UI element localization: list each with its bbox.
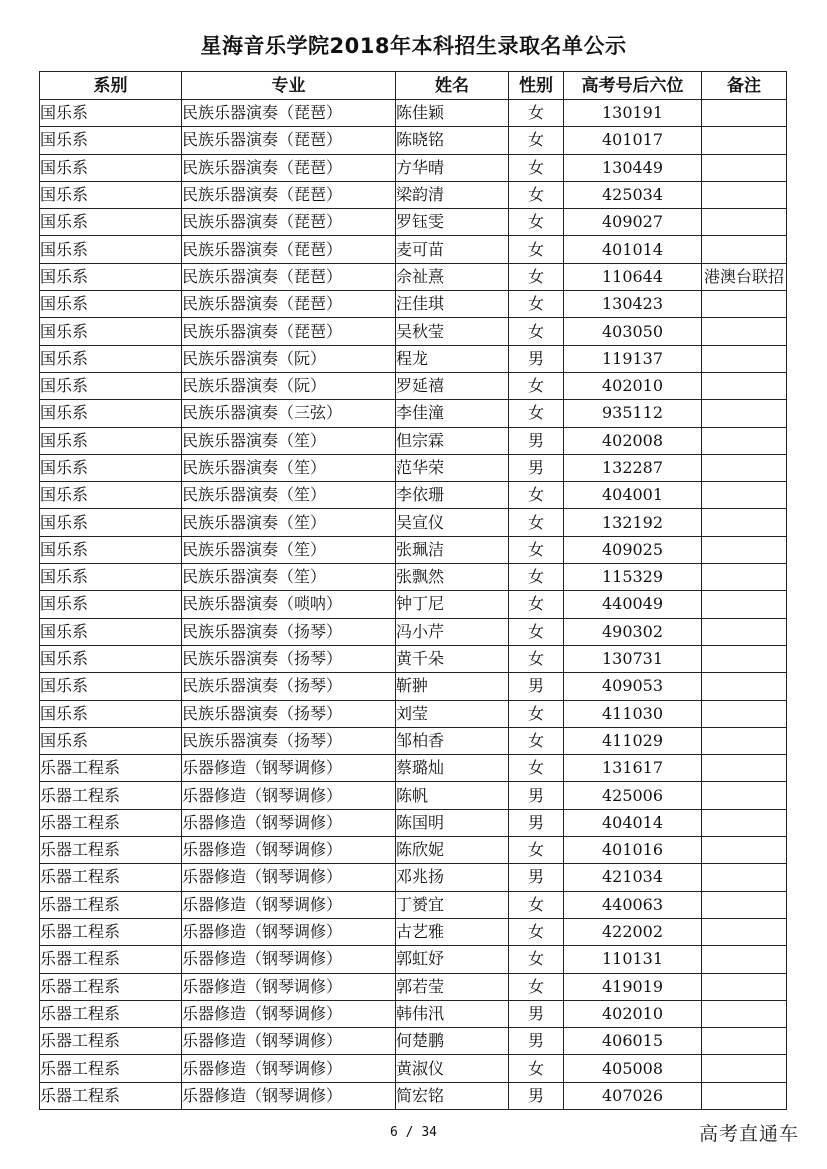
cell-name: 罗钰雯 (396, 209, 509, 236)
cell-gender: 男 (509, 427, 564, 454)
cell-gender: 女 (509, 891, 564, 918)
cell-exam-id: 409053 (564, 673, 702, 700)
cell-name: 但宗霖 (396, 427, 509, 454)
cell-exam-id: 411030 (564, 700, 702, 727)
cell-major: 乐器修造（钢琴调修） (182, 946, 396, 973)
cell-note (702, 318, 787, 345)
cell-note (702, 482, 787, 509)
cell-name: 麦可苗 (396, 236, 509, 263)
cell-dept: 乐器工程系 (40, 1000, 182, 1027)
cell-gender: 男 (509, 782, 564, 809)
cell-exam-id: 935112 (564, 400, 702, 427)
cell-name: 蔡璐灿 (396, 755, 509, 782)
table-row (40, 946, 787, 973)
cell-gender: 男 (509, 1000, 564, 1027)
cell-gender: 女 (509, 946, 564, 973)
cell-note (702, 782, 787, 809)
cell-note (702, 618, 787, 645)
cell-exam-id: 407026 (564, 1082, 702, 1109)
cell-dept: 国乐系 (40, 509, 182, 536)
cell-dept: 国乐系 (40, 372, 182, 399)
cell-note (702, 127, 787, 154)
cell-name: 丁赟宜 (396, 891, 509, 918)
table-row (40, 645, 787, 672)
cell-major: 民族乐器演奏（琵琶） (182, 100, 396, 127)
table-row (40, 618, 787, 645)
cell-dept: 乐器工程系 (40, 946, 182, 973)
table-row (40, 864, 787, 891)
table-row (40, 1028, 787, 1055)
cell-exam-id: 401016 (564, 837, 702, 864)
cell-dept: 国乐系 (40, 345, 182, 372)
cell-exam-id: 422002 (564, 918, 702, 945)
cell-note (702, 645, 787, 672)
table-row (40, 400, 787, 427)
cell-name: 罗延禧 (396, 372, 509, 399)
cell-exam-id: 402010 (564, 1000, 702, 1027)
table-row (40, 427, 787, 454)
cell-dept: 乐器工程系 (40, 918, 182, 945)
cell-exam-id: 440063 (564, 891, 702, 918)
cell-note (702, 809, 787, 836)
cell-gender: 女 (509, 482, 564, 509)
cell-note (702, 345, 787, 372)
cell-name: 陈国明 (396, 809, 509, 836)
cell-dept: 国乐系 (40, 236, 182, 263)
cell-exam-id: 402008 (564, 427, 702, 454)
cell-dept: 乐器工程系 (40, 973, 182, 1000)
table-row (40, 891, 787, 918)
cell-note (702, 154, 787, 181)
table-row (40, 755, 787, 782)
cell-gender: 男 (509, 864, 564, 891)
cell-note (702, 291, 787, 318)
cell-major: 民族乐器演奏（琵琶） (182, 318, 396, 345)
cell-major: 民族乐器演奏（三弦） (182, 400, 396, 427)
watermark: 高考直通车 (698, 1123, 799, 1145)
cell-major: 民族乐器演奏（笙） (182, 536, 396, 563)
cell-dept: 国乐系 (40, 154, 182, 181)
cell-exam-id: 402010 (564, 372, 702, 399)
cell-gender: 女 (509, 181, 564, 208)
cell-gender: 女 (509, 837, 564, 864)
cell-dept: 国乐系 (40, 591, 182, 618)
cell-dept: 国乐系 (40, 427, 182, 454)
cell-dept: 乐器工程系 (40, 891, 182, 918)
cell-note (702, 400, 787, 427)
cell-gender: 女 (509, 100, 564, 127)
cell-exam-id: 131617 (564, 755, 702, 782)
cell-name: 梁韵清 (396, 181, 509, 208)
cell-major: 乐器修造（钢琴调修） (182, 1082, 396, 1109)
cell-note (702, 837, 787, 864)
table-row (40, 509, 787, 536)
table-row (40, 837, 787, 864)
cell-exam-id: 403050 (564, 318, 702, 345)
cell-note (702, 1055, 787, 1082)
table-row (40, 1082, 787, 1109)
cell-name: 吴秋莹 (396, 318, 509, 345)
table-row (40, 318, 787, 345)
cell-gender: 女 (509, 127, 564, 154)
header-exam-id: 高考号后六位 (564, 72, 702, 100)
cell-gender: 男 (509, 673, 564, 700)
header-dept: 系别 (40, 72, 182, 100)
cell-exam-id: 425034 (564, 181, 702, 208)
cell-exam-id: 130191 (564, 100, 702, 127)
header-note: 备注 (702, 72, 787, 100)
cell-dept: 国乐系 (40, 181, 182, 208)
cell-dept: 国乐系 (40, 536, 182, 563)
cell-note (702, 864, 787, 891)
cell-exam-id: 419019 (564, 973, 702, 1000)
cell-gender: 女 (509, 209, 564, 236)
cell-dept: 国乐系 (40, 318, 182, 345)
page-indicator: 6 / 34 (390, 1125, 437, 1140)
cell-dept: 国乐系 (40, 673, 182, 700)
cell-note (702, 891, 787, 918)
table-row (40, 372, 787, 399)
cell-exam-id: 401014 (564, 236, 702, 263)
document-title: 星海音乐学院2018年本科招生录取名单公示 (200, 34, 627, 58)
cell-name: 郭虹妤 (396, 946, 509, 973)
cell-exam-id: 119137 (564, 345, 702, 372)
cell-major: 乐器修造（钢琴调修） (182, 973, 396, 1000)
header-name: 姓名 (396, 72, 509, 100)
header-major: 专业 (182, 72, 396, 100)
cell-major: 民族乐器演奏（琵琶） (182, 236, 396, 263)
cell-name: 古艺雅 (396, 918, 509, 945)
cell-gender: 女 (509, 263, 564, 290)
cell-name: 陈佳颖 (396, 100, 509, 127)
cell-major: 民族乐器演奏（笙） (182, 454, 396, 481)
admission-table (39, 71, 787, 1110)
cell-gender: 女 (509, 372, 564, 399)
table-row (40, 591, 787, 618)
cell-exam-id: 404014 (564, 809, 702, 836)
cell-name: 汪佳琪 (396, 291, 509, 318)
cell-dept: 乐器工程系 (40, 782, 182, 809)
cell-major: 民族乐器演奏（琵琶） (182, 127, 396, 154)
cell-note (702, 1082, 787, 1109)
cell-note (702, 100, 787, 127)
cell-note (702, 236, 787, 263)
table-row (40, 1055, 787, 1082)
cell-dept: 乐器工程系 (40, 1082, 182, 1109)
table-row (40, 973, 787, 1000)
cell-gender: 女 (509, 755, 564, 782)
cell-major: 乐器修造（钢琴调修） (182, 809, 396, 836)
cell-name: 佘祉熹 (396, 263, 509, 290)
table-row (40, 782, 787, 809)
cell-exam-id: 130423 (564, 291, 702, 318)
cell-gender: 女 (509, 727, 564, 754)
cell-exam-id: 404001 (564, 482, 702, 509)
cell-gender: 女 (509, 618, 564, 645)
cell-note (702, 1028, 787, 1055)
cell-major: 民族乐器演奏（扬琴） (182, 618, 396, 645)
cell-gender: 男 (509, 1028, 564, 1055)
cell-note (702, 727, 787, 754)
header-gender: 性别 (509, 72, 564, 100)
cell-name: 韩伟汛 (396, 1000, 509, 1027)
table-row (40, 127, 787, 154)
cell-dept: 国乐系 (40, 618, 182, 645)
cell-name: 邓兆扬 (396, 864, 509, 891)
cell-major: 民族乐器演奏（琵琶） (182, 209, 396, 236)
table-row (40, 673, 787, 700)
cell-dept: 乐器工程系 (40, 1028, 182, 1055)
cell-exam-id: 440049 (564, 591, 702, 618)
cell-gender: 女 (509, 400, 564, 427)
cell-major: 民族乐器演奏（阮） (182, 345, 396, 372)
cell-gender: 女 (509, 700, 564, 727)
cell-dept: 乐器工程系 (40, 1055, 182, 1082)
cell-gender: 女 (509, 318, 564, 345)
cell-exam-id: 421034 (564, 864, 702, 891)
cell-gender: 女 (509, 509, 564, 536)
cell-name: 张珮洁 (396, 536, 509, 563)
cell-name: 李依珊 (396, 482, 509, 509)
cell-name: 简宏铭 (396, 1082, 509, 1109)
cell-note (702, 372, 787, 399)
cell-dept: 乐器工程系 (40, 864, 182, 891)
cell-major: 民族乐器演奏（琵琶） (182, 263, 396, 290)
cell-major: 乐器修造（钢琴调修） (182, 782, 396, 809)
cell-major: 乐器修造（钢琴调修） (182, 891, 396, 918)
table-row (40, 209, 787, 236)
cell-exam-id: 115329 (564, 564, 702, 591)
cell-major: 民族乐器演奏（扬琴） (182, 645, 396, 672)
cell-major: 民族乐器演奏（唢呐） (182, 591, 396, 618)
cell-dept: 国乐系 (40, 209, 182, 236)
cell-major: 乐器修造（钢琴调修） (182, 755, 396, 782)
cell-major: 民族乐器演奏（琵琶） (182, 291, 396, 318)
cell-name: 张飘然 (396, 564, 509, 591)
cell-name: 钟丁尼 (396, 591, 509, 618)
cell-gender: 女 (509, 591, 564, 618)
cell-note (702, 973, 787, 1000)
cell-major: 乐器修造（钢琴调修） (182, 1000, 396, 1027)
cell-gender: 男 (509, 1082, 564, 1109)
cell-major: 民族乐器演奏（琵琶） (182, 154, 396, 181)
cell-dept: 国乐系 (40, 263, 182, 290)
cell-note (702, 1000, 787, 1027)
cell-name: 郭若莹 (396, 973, 509, 1000)
cell-dept: 国乐系 (40, 100, 182, 127)
cell-gender: 女 (509, 236, 564, 263)
cell-major: 乐器修造（钢琴调修） (182, 864, 396, 891)
cell-gender: 女 (509, 536, 564, 563)
table-row (40, 154, 787, 181)
cell-name: 方华晴 (396, 154, 509, 181)
cell-dept: 国乐系 (40, 700, 182, 727)
cell-major: 乐器修造（钢琴调修） (182, 918, 396, 945)
cell-exam-id: 490302 (564, 618, 702, 645)
cell-dept: 乐器工程系 (40, 755, 182, 782)
cell-major: 民族乐器演奏（扬琴） (182, 700, 396, 727)
cell-dept: 国乐系 (40, 454, 182, 481)
table-row (40, 700, 787, 727)
cell-name: 陈帆 (396, 782, 509, 809)
cell-exam-id: 405008 (564, 1055, 702, 1082)
cell-gender: 男 (509, 809, 564, 836)
table-row (40, 291, 787, 318)
cell-exam-id: 110644 (564, 263, 702, 290)
cell-major: 乐器修造（钢琴调修） (182, 1055, 396, 1082)
cell-major: 乐器修造（钢琴调修） (182, 837, 396, 864)
cell-note (702, 181, 787, 208)
cell-name: 李佳潼 (396, 400, 509, 427)
cell-note (702, 209, 787, 236)
cell-note: 港澳台联招 (702, 263, 787, 290)
cell-major: 民族乐器演奏（笙） (182, 509, 396, 536)
cell-gender: 女 (509, 564, 564, 591)
table-row (40, 100, 787, 127)
cell-note (702, 700, 787, 727)
cell-gender: 男 (509, 454, 564, 481)
cell-dept: 国乐系 (40, 564, 182, 591)
cell-dept: 乐器工程系 (40, 809, 182, 836)
cell-major: 民族乐器演奏（笙） (182, 482, 396, 509)
cell-exam-id: 409027 (564, 209, 702, 236)
table-row (40, 1000, 787, 1027)
cell-name: 程龙 (396, 345, 509, 372)
cell-major: 乐器修造（钢琴调修） (182, 1028, 396, 1055)
cell-exam-id: 406015 (564, 1028, 702, 1055)
cell-gender: 女 (509, 291, 564, 318)
cell-gender: 女 (509, 918, 564, 945)
cell-name: 靳翀 (396, 673, 509, 700)
cell-name: 邹柏香 (396, 727, 509, 754)
cell-exam-id: 130449 (564, 154, 702, 181)
cell-major: 民族乐器演奏（阮） (182, 372, 396, 399)
cell-note (702, 918, 787, 945)
table-row (40, 536, 787, 563)
cell-gender: 女 (509, 973, 564, 1000)
cell-major: 民族乐器演奏（扬琴） (182, 727, 396, 754)
cell-exam-id: 132192 (564, 509, 702, 536)
cell-note (702, 427, 787, 454)
cell-dept: 乐器工程系 (40, 837, 182, 864)
cell-name: 刘莹 (396, 700, 509, 727)
cell-exam-id: 411029 (564, 727, 702, 754)
cell-name: 陈欣妮 (396, 837, 509, 864)
cell-note (702, 755, 787, 782)
table-row (40, 809, 787, 836)
cell-gender: 女 (509, 645, 564, 672)
cell-exam-id: 425006 (564, 782, 702, 809)
cell-gender: 女 (509, 154, 564, 181)
cell-note (702, 673, 787, 700)
cell-note (702, 536, 787, 563)
table-row (40, 564, 787, 591)
cell-exam-id: 409025 (564, 536, 702, 563)
cell-exam-id: 401017 (564, 127, 702, 154)
cell-major: 民族乐器演奏（扬琴） (182, 673, 396, 700)
table-row (40, 345, 787, 372)
cell-name: 吴宣仪 (396, 509, 509, 536)
cell-dept: 国乐系 (40, 127, 182, 154)
cell-note (702, 509, 787, 536)
table-row (40, 918, 787, 945)
cell-note (702, 454, 787, 481)
cell-note (702, 591, 787, 618)
cell-major: 民族乐器演奏（笙） (182, 564, 396, 591)
cell-name: 冯小芹 (396, 618, 509, 645)
cell-exam-id: 110131 (564, 946, 702, 973)
cell-dept: 国乐系 (40, 400, 182, 427)
cell-name: 何楚鹏 (396, 1028, 509, 1055)
cell-dept: 国乐系 (40, 727, 182, 754)
cell-dept: 国乐系 (40, 291, 182, 318)
cell-note (702, 564, 787, 591)
cell-major: 民族乐器演奏（琵琶） (182, 181, 396, 208)
cell-major: 民族乐器演奏（笙） (182, 427, 396, 454)
cell-note (702, 946, 787, 973)
table-row (40, 236, 787, 263)
cell-name: 黄千朵 (396, 645, 509, 672)
cell-dept: 国乐系 (40, 645, 182, 672)
table-row (40, 727, 787, 754)
table-row (40, 263, 787, 290)
cell-gender: 男 (509, 345, 564, 372)
cell-dept: 国乐系 (40, 482, 182, 509)
table-row (40, 454, 787, 481)
cell-exam-id: 130731 (564, 645, 702, 672)
cell-name: 陈晓铭 (396, 127, 509, 154)
cell-name: 黄淑仪 (396, 1055, 509, 1082)
cell-gender: 女 (509, 1055, 564, 1082)
table-row (40, 181, 787, 208)
table-header-row (40, 72, 787, 100)
cell-name: 范华荣 (396, 454, 509, 481)
cell-exam-id: 132287 (564, 454, 702, 481)
table-body (40, 100, 787, 1110)
table-row (40, 482, 787, 509)
